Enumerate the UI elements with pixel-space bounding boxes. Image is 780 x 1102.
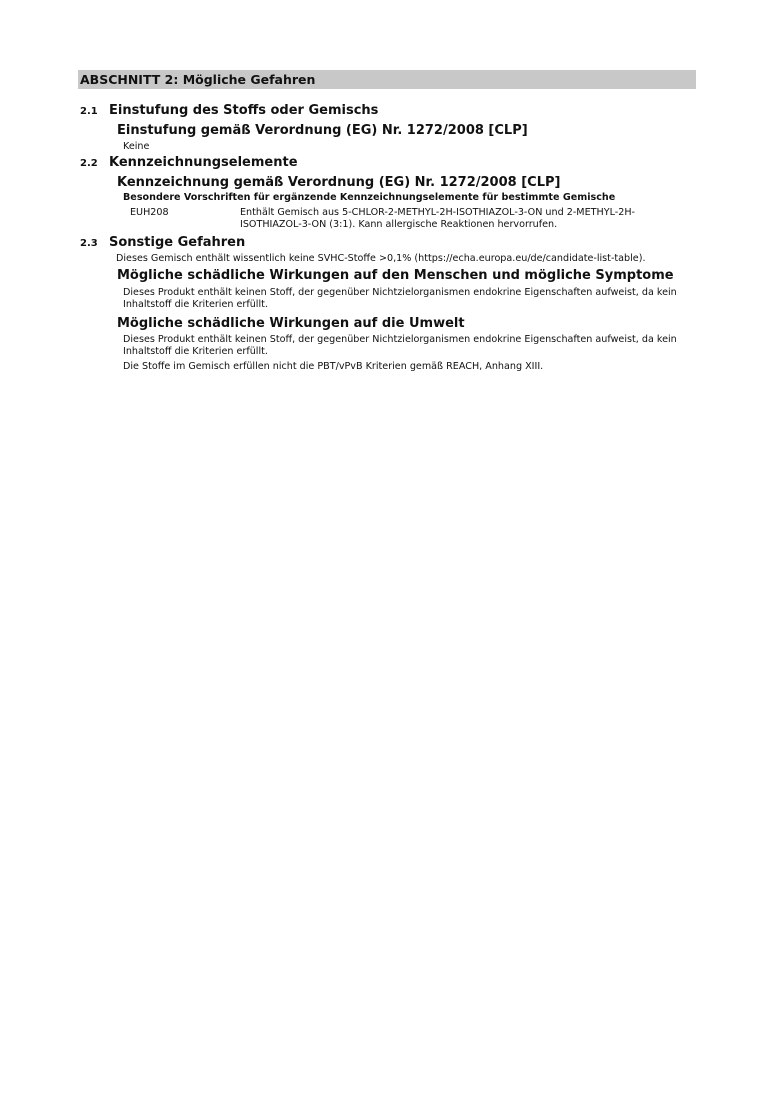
section-2-2-number: 2.2 xyxy=(80,158,98,169)
section-2-3-number: 2.3 xyxy=(80,238,98,249)
euh-text-line-2: ISOTHIAZOL-3-ON (3:1). Kann allergische Reaktionen hervorrufen. xyxy=(240,219,558,230)
section-header: ABSCHNITT 2: Mögliche Gefahren xyxy=(78,70,696,89)
section-2-1-subtitle: Einstufung gemäß Verordnung (EG) Nr. 1272/2008 [CLP] xyxy=(117,123,528,138)
environment-effects-heading: Mögliche schädliche Wirkungen auf die Umwelt xyxy=(117,316,465,331)
human-effects-heading: Mögliche schädliche Wirkungen auf den Menschen und mögliche Symptome xyxy=(117,268,674,283)
section-2-2-title: Kennzeichnungselemente xyxy=(109,155,298,170)
pbt-text: Die Stoffe im Gemisch erfüllen nicht die PBT/vPvB Kriterien gemäß REACH, Anhang XIII. xyxy=(123,361,544,372)
section-2-3-title: Sonstige Gefahren xyxy=(109,235,246,250)
human-effects-line-1: Dieses Produkt enthält keinen Stoff, der gegenüber Nichtzielorganismen endokrine Eigenschaften aufweist, da kein xyxy=(123,287,677,298)
section-2-2-subheading: Besondere Vorschriften für ergänzende Kennzeichnungselemente für bestimmte Gemische xyxy=(123,192,616,203)
environment-effects-line-2: Inhaltstoff die Kriterien erfüllt. xyxy=(123,346,268,357)
euh-code: EUH208 xyxy=(130,207,169,218)
section-2-1-value: Keine xyxy=(123,141,150,152)
human-effects-line-2: Inhaltstoff die Kriterien erfüllt. xyxy=(123,299,268,310)
section-2-1-title: Einstufung des Stoffs oder Gemischs xyxy=(109,103,379,118)
svhc-text: Dieses Gemisch enthält wissentlich keine SVHC-Stoffe >0,1% (https://echa.europa.eu/de/candidate-list-table). xyxy=(116,253,646,264)
environment-effects-line-1: Dieses Produkt enthält keinen Stoff, der gegenüber Nichtzielorganismen endokrine Eigenschaften aufweist, da kein xyxy=(123,334,677,345)
euh-text-line-1: Enthält Gemisch aus 5-CHLOR-2-METHYL-2H-ISOTHIAZOL-3-ON und 2-METHYL-2H- xyxy=(240,207,635,218)
section-2-1-number: 2.1 xyxy=(80,106,98,117)
section-2-2-subtitle: Kennzeichnung gemäß Verordnung (EG) Nr. 1272/2008 [CLP] xyxy=(117,175,561,190)
